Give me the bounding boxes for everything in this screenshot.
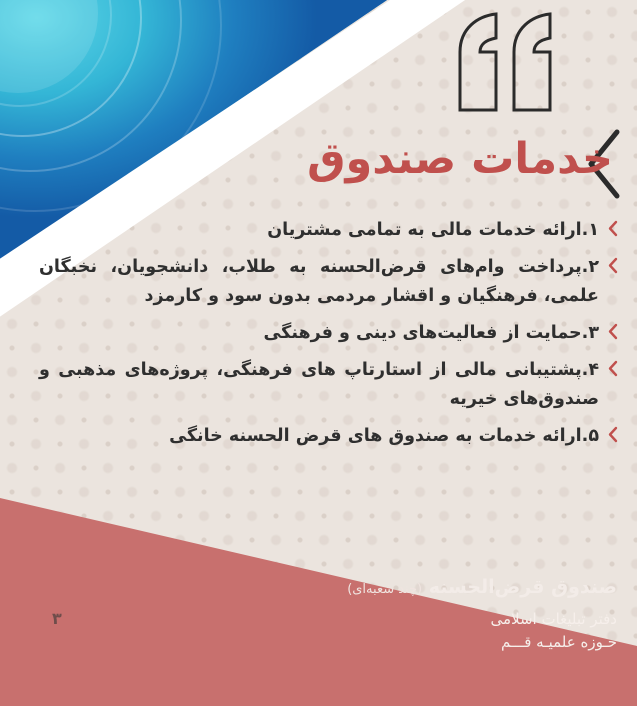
chevron-left-bullet-icon xyxy=(607,426,619,443)
list-item xyxy=(39,422,619,450)
quote-mark-icon xyxy=(452,10,562,115)
chevron-left-bullet-icon xyxy=(607,360,619,377)
services-list xyxy=(39,216,619,459)
organization-line-2: حـوزه علمیـه قـــم xyxy=(501,632,617,651)
chevron-left-bullet-icon xyxy=(607,323,619,340)
brand-name-subtitle: (چند شعبه‌ای) xyxy=(347,581,423,597)
footer-branding xyxy=(347,576,617,655)
organization-line-1: دفتر تبلیغات اسلامی xyxy=(490,609,617,628)
brand-name-text: صندوق قرض‌الحسنه xyxy=(428,575,617,598)
page-number: ۳ xyxy=(52,609,62,628)
list-item-label: ۴.پشتیبانی مالی از استارتاپ های فرهنگی، پروژه‌های مذهبی و صندوق‌های خیریه xyxy=(39,360,599,409)
list-item xyxy=(39,253,619,310)
list-item xyxy=(39,356,619,413)
chevron-left-bullet-icon xyxy=(607,220,619,237)
list-item-label: ۳.حمایت از فعالیت‌های دینی و فرهنگی xyxy=(263,323,599,344)
chevron-left-bullet-icon xyxy=(607,257,619,274)
list-item-label: ۵.ارائه خدمات به صندوق های قرض الحسنه خانگی xyxy=(169,426,599,447)
list-item xyxy=(39,216,619,244)
list-item-label: ۲.پرداخت وام‌های قرض‌الحسنه به طلاب، دانشجویان، نخبگان علمی، فرهنگیان و اقشار مردمی بدون سود و کارمزد xyxy=(39,257,599,306)
page-title: خدمات صندوق xyxy=(307,134,613,184)
brand-name xyxy=(347,576,617,598)
list-item xyxy=(39,319,619,347)
list-item-label: ۱.ارائه خدمات مالی به تمامی مشتریان xyxy=(267,220,599,240)
